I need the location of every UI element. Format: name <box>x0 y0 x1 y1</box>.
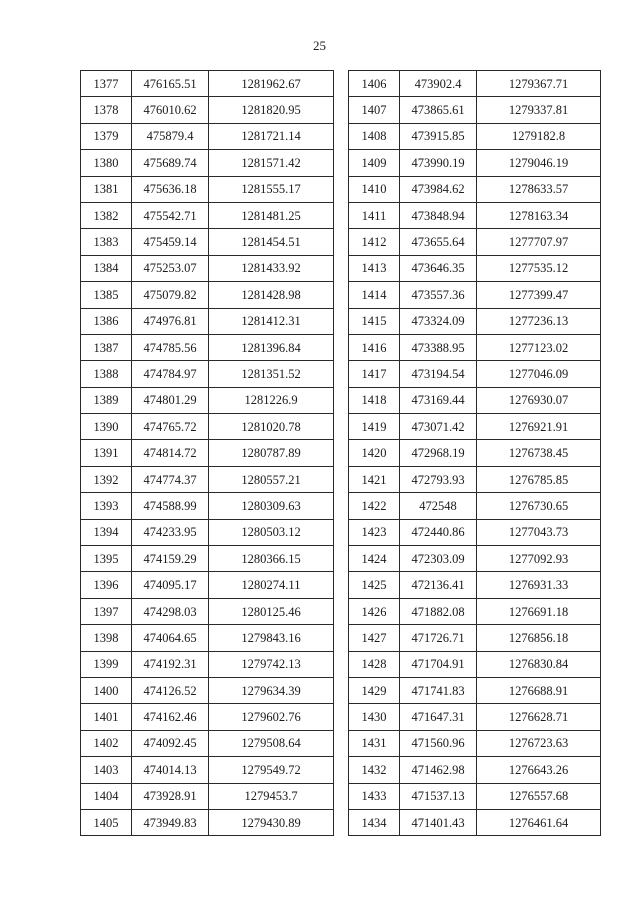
table-row <box>81 598 334 624</box>
table-row <box>81 282 334 308</box>
table-row <box>349 308 601 334</box>
y-coordinate-cell: 1281020.78 <box>209 414 334 440</box>
point-number-cell: 1391 <box>81 440 132 466</box>
table-row <box>349 176 601 202</box>
point-number-cell: 1422 <box>349 493 400 519</box>
x-coordinate-cell: 474064.65 <box>132 625 209 651</box>
x-coordinate-cell: 474976.81 <box>132 308 209 334</box>
y-coordinate-cell: 1276785.85 <box>477 466 601 492</box>
y-coordinate-cell: 1276930.07 <box>477 387 601 413</box>
x-coordinate-cell: 474785.56 <box>132 334 209 360</box>
point-number-cell: 1400 <box>81 677 132 703</box>
point-number-cell: 1416 <box>349 334 400 360</box>
x-coordinate-cell: 473324.09 <box>400 308 477 334</box>
y-coordinate-cell: 1276723.63 <box>477 730 601 756</box>
point-number-cell: 1378 <box>81 97 132 123</box>
coordinates-table-left-body <box>81 71 334 836</box>
x-coordinate-cell: 474814.72 <box>132 440 209 466</box>
page-number: 25 <box>313 38 326 53</box>
table-row <box>349 387 601 413</box>
point-number-cell: 1381 <box>81 176 132 202</box>
point-number-cell: 1415 <box>349 308 400 334</box>
x-coordinate-cell: 476165.51 <box>132 71 209 97</box>
y-coordinate-cell: 1277707.97 <box>477 229 601 255</box>
x-coordinate-cell: 474159.29 <box>132 546 209 572</box>
table-row <box>81 176 334 202</box>
y-coordinate-cell: 1276461.64 <box>477 809 601 835</box>
y-coordinate-cell: 1278633.57 <box>477 176 601 202</box>
x-coordinate-cell: 473169.44 <box>400 387 477 413</box>
table-row <box>81 361 334 387</box>
point-number-cell: 1384 <box>81 255 132 281</box>
y-coordinate-cell: 1277043.73 <box>477 519 601 545</box>
table-row <box>349 783 601 809</box>
table-row <box>81 387 334 413</box>
y-coordinate-cell: 1281571.42 <box>209 150 334 176</box>
y-coordinate-cell: 1279337.81 <box>477 97 601 123</box>
x-coordinate-cell: 471537.13 <box>400 783 477 809</box>
table-row <box>349 493 601 519</box>
x-coordinate-cell: 473646.35 <box>400 255 477 281</box>
x-coordinate-cell: 475636.18 <box>132 176 209 202</box>
x-coordinate-cell: 474765.72 <box>132 414 209 440</box>
table-row <box>81 757 334 783</box>
point-number-cell: 1396 <box>81 572 132 598</box>
x-coordinate-cell: 474092.45 <box>132 730 209 756</box>
table-row <box>81 255 334 281</box>
table-row <box>81 572 334 598</box>
coordinates-table-right-body <box>349 71 601 836</box>
x-coordinate-cell: 471401.43 <box>400 809 477 835</box>
table-row <box>81 519 334 545</box>
x-coordinate-cell: 472968.19 <box>400 440 477 466</box>
x-coordinate-cell: 475253.07 <box>132 255 209 281</box>
x-coordinate-cell: 475879.4 <box>132 123 209 149</box>
table-row <box>349 757 601 783</box>
point-number-cell: 1392 <box>81 466 132 492</box>
y-coordinate-cell: 1276856.18 <box>477 625 601 651</box>
x-coordinate-cell: 471741.83 <box>400 677 477 703</box>
y-coordinate-cell: 1279046.19 <box>477 150 601 176</box>
point-number-cell: 1405 <box>81 809 132 835</box>
point-number-cell: 1425 <box>349 572 400 598</box>
point-number-cell: 1394 <box>81 519 132 545</box>
point-number-cell: 1406 <box>349 71 400 97</box>
y-coordinate-cell: 1276688.91 <box>477 677 601 703</box>
x-coordinate-cell: 473928.91 <box>132 783 209 809</box>
y-coordinate-cell: 1281454.51 <box>209 229 334 255</box>
x-coordinate-cell: 474233.95 <box>132 519 209 545</box>
y-coordinate-cell: 1280274.11 <box>209 572 334 598</box>
x-coordinate-cell: 472303.09 <box>400 546 477 572</box>
y-coordinate-cell: 1276921.91 <box>477 414 601 440</box>
table-row <box>81 704 334 730</box>
y-coordinate-cell: 1281396.84 <box>209 334 334 360</box>
table-row <box>81 97 334 123</box>
y-coordinate-cell: 1281226.9 <box>209 387 334 413</box>
table-row <box>349 255 601 281</box>
table-row <box>81 334 334 360</box>
table-row <box>81 730 334 756</box>
table-row <box>349 598 601 624</box>
y-coordinate-cell: 1279602.76 <box>209 704 334 730</box>
point-number-cell: 1398 <box>81 625 132 651</box>
y-coordinate-cell: 1279430.89 <box>209 809 334 835</box>
y-coordinate-cell: 1281962.67 <box>209 71 334 97</box>
table-row <box>349 677 601 703</box>
y-coordinate-cell: 1280503.12 <box>209 519 334 545</box>
table-row <box>81 71 334 97</box>
point-number-cell: 1412 <box>349 229 400 255</box>
point-number-cell: 1413 <box>349 255 400 281</box>
coordinates-table-right <box>348 70 601 836</box>
y-coordinate-cell: 1277123.02 <box>477 334 601 360</box>
x-coordinate-cell: 472793.93 <box>400 466 477 492</box>
x-coordinate-cell: 471560.96 <box>400 730 477 756</box>
table-row <box>81 123 334 149</box>
point-number-cell: 1401 <box>81 704 132 730</box>
point-number-cell: 1423 <box>349 519 400 545</box>
y-coordinate-cell: 1279634.39 <box>209 677 334 703</box>
x-coordinate-cell: 474588.99 <box>132 493 209 519</box>
point-number-cell: 1411 <box>349 202 400 228</box>
y-coordinate-cell: 1276931.33 <box>477 572 601 598</box>
x-coordinate-cell: 474095.17 <box>132 572 209 598</box>
table-row <box>81 625 334 651</box>
point-number-cell: 1409 <box>349 150 400 176</box>
y-coordinate-cell: 1279843.16 <box>209 625 334 651</box>
table-row <box>81 677 334 703</box>
point-number-cell: 1387 <box>81 334 132 360</box>
y-coordinate-cell: 1279182.8 <box>477 123 601 149</box>
point-number-cell: 1397 <box>81 598 132 624</box>
table-row <box>349 519 601 545</box>
table-row <box>349 466 601 492</box>
table-row <box>349 229 601 255</box>
y-coordinate-cell: 1281433.92 <box>209 255 334 281</box>
table-row <box>81 493 334 519</box>
table-row <box>81 651 334 677</box>
x-coordinate-cell: 471704.91 <box>400 651 477 677</box>
point-number-cell: 1430 <box>349 704 400 730</box>
point-number-cell: 1382 <box>81 202 132 228</box>
y-coordinate-cell: 1277236.13 <box>477 308 601 334</box>
point-number-cell: 1431 <box>349 730 400 756</box>
table-row <box>349 809 601 835</box>
y-coordinate-cell: 1281428.98 <box>209 282 334 308</box>
y-coordinate-cell: 1279367.71 <box>477 71 601 97</box>
x-coordinate-cell: 471726.71 <box>400 625 477 651</box>
y-coordinate-cell: 1281481.25 <box>209 202 334 228</box>
x-coordinate-cell: 473865.61 <box>400 97 477 123</box>
y-coordinate-cell: 1276643.26 <box>477 757 601 783</box>
y-coordinate-cell: 1280557.21 <box>209 466 334 492</box>
table-row <box>81 546 334 572</box>
y-coordinate-cell: 1281555.17 <box>209 176 334 202</box>
y-coordinate-cell: 1280366.15 <box>209 546 334 572</box>
point-number-cell: 1420 <box>349 440 400 466</box>
y-coordinate-cell: 1280125.46 <box>209 598 334 624</box>
x-coordinate-cell: 476010.62 <box>132 97 209 123</box>
y-coordinate-cell: 1276557.68 <box>477 783 601 809</box>
table-row <box>349 71 601 97</box>
point-number-cell: 1379 <box>81 123 132 149</box>
point-number-cell: 1403 <box>81 757 132 783</box>
point-number-cell: 1408 <box>349 123 400 149</box>
x-coordinate-cell: 471882.08 <box>400 598 477 624</box>
point-number-cell: 1421 <box>349 466 400 492</box>
table-row <box>349 334 601 360</box>
point-number-cell: 1399 <box>81 651 132 677</box>
table-row <box>349 730 601 756</box>
x-coordinate-cell: 474801.29 <box>132 387 209 413</box>
table-row <box>81 414 334 440</box>
y-coordinate-cell: 1276730.65 <box>477 493 601 519</box>
coordinates-table-left <box>80 70 334 836</box>
y-coordinate-cell: 1279508.64 <box>209 730 334 756</box>
point-number-cell: 1428 <box>349 651 400 677</box>
y-coordinate-cell: 1277535.12 <box>477 255 601 281</box>
x-coordinate-cell: 474014.13 <box>132 757 209 783</box>
x-coordinate-cell: 473071.42 <box>400 414 477 440</box>
table-row <box>81 809 334 835</box>
x-coordinate-cell: 473194.54 <box>400 361 477 387</box>
x-coordinate-cell: 473902.4 <box>400 71 477 97</box>
x-coordinate-cell: 474784.97 <box>132 361 209 387</box>
point-number-cell: 1385 <box>81 282 132 308</box>
table-row <box>81 466 334 492</box>
y-coordinate-cell: 1281412.31 <box>209 308 334 334</box>
x-coordinate-cell: 471462.98 <box>400 757 477 783</box>
point-number-cell: 1410 <box>349 176 400 202</box>
x-coordinate-cell: 474192.31 <box>132 651 209 677</box>
point-number-cell: 1386 <box>81 308 132 334</box>
table-row <box>349 361 601 387</box>
x-coordinate-cell: 473990.19 <box>400 150 477 176</box>
y-coordinate-cell: 1277092.93 <box>477 546 601 572</box>
point-number-cell: 1432 <box>349 757 400 783</box>
x-coordinate-cell: 472136.41 <box>400 572 477 598</box>
y-coordinate-cell: 1279549.72 <box>209 757 334 783</box>
point-number-cell: 1429 <box>349 677 400 703</box>
table-row <box>349 572 601 598</box>
y-coordinate-cell: 1280309.63 <box>209 493 334 519</box>
x-coordinate-cell: 475079.82 <box>132 282 209 308</box>
table-row <box>349 440 601 466</box>
point-number-cell: 1419 <box>349 414 400 440</box>
point-number-cell: 1407 <box>349 97 400 123</box>
table-row <box>349 202 601 228</box>
y-coordinate-cell: 1278163.34 <box>477 202 601 228</box>
x-coordinate-cell: 475689.74 <box>132 150 209 176</box>
y-coordinate-cell: 1277399.47 <box>477 282 601 308</box>
table-row <box>349 414 601 440</box>
x-coordinate-cell: 474126.52 <box>132 677 209 703</box>
point-number-cell: 1380 <box>81 150 132 176</box>
x-coordinate-cell: 473557.36 <box>400 282 477 308</box>
point-number-cell: 1418 <box>349 387 400 413</box>
x-coordinate-cell: 473984.62 <box>400 176 477 202</box>
table-row <box>349 704 601 730</box>
table-row <box>81 202 334 228</box>
y-coordinate-cell: 1279453.7 <box>209 783 334 809</box>
x-coordinate-cell: 475542.71 <box>132 202 209 228</box>
point-number-cell: 1414 <box>349 282 400 308</box>
table-row <box>349 625 601 651</box>
point-number-cell: 1393 <box>81 493 132 519</box>
point-number-cell: 1390 <box>81 414 132 440</box>
x-coordinate-cell: 473949.83 <box>132 809 209 835</box>
point-number-cell: 1427 <box>349 625 400 651</box>
point-number-cell: 1433 <box>349 783 400 809</box>
y-coordinate-cell: 1280787.89 <box>209 440 334 466</box>
x-coordinate-cell: 473848.94 <box>400 202 477 228</box>
point-number-cell: 1377 <box>81 71 132 97</box>
table-row <box>349 150 601 176</box>
y-coordinate-cell: 1276628.71 <box>477 704 601 730</box>
point-number-cell: 1388 <box>81 361 132 387</box>
y-coordinate-cell: 1281721.14 <box>209 123 334 149</box>
y-coordinate-cell: 1276830.84 <box>477 651 601 677</box>
y-coordinate-cell: 1277046.09 <box>477 361 601 387</box>
x-coordinate-cell: 473915.85 <box>400 123 477 149</box>
table-row <box>349 282 601 308</box>
x-coordinate-cell: 472440.86 <box>400 519 477 545</box>
x-coordinate-cell: 474298.03 <box>132 598 209 624</box>
table-row <box>349 123 601 149</box>
table-row <box>81 150 334 176</box>
x-coordinate-cell: 473655.64 <box>400 229 477 255</box>
x-coordinate-cell: 472548 <box>400 493 477 519</box>
point-number-cell: 1434 <box>349 809 400 835</box>
y-coordinate-cell: 1281351.52 <box>209 361 334 387</box>
point-number-cell: 1383 <box>81 229 132 255</box>
y-coordinate-cell: 1279742.13 <box>209 651 334 677</box>
x-coordinate-cell: 474774.37 <box>132 466 209 492</box>
point-number-cell: 1402 <box>81 730 132 756</box>
y-coordinate-cell: 1276691.18 <box>477 598 601 624</box>
table-row <box>349 546 601 572</box>
y-coordinate-cell: 1276738.45 <box>477 440 601 466</box>
point-number-cell: 1426 <box>349 598 400 624</box>
x-coordinate-cell: 475459.14 <box>132 229 209 255</box>
x-coordinate-cell: 474162.46 <box>132 704 209 730</box>
x-coordinate-cell: 471647.31 <box>400 704 477 730</box>
point-number-cell: 1424 <box>349 546 400 572</box>
point-number-cell: 1389 <box>81 387 132 413</box>
y-coordinate-cell: 1281820.95 <box>209 97 334 123</box>
x-coordinate-cell: 473388.95 <box>400 334 477 360</box>
table-row <box>349 651 601 677</box>
table-row <box>81 440 334 466</box>
table-row <box>81 308 334 334</box>
table-row <box>81 229 334 255</box>
point-number-cell: 1395 <box>81 546 132 572</box>
table-row <box>349 97 601 123</box>
point-number-cell: 1404 <box>81 783 132 809</box>
table-row <box>81 783 334 809</box>
point-number-cell: 1417 <box>349 361 400 387</box>
